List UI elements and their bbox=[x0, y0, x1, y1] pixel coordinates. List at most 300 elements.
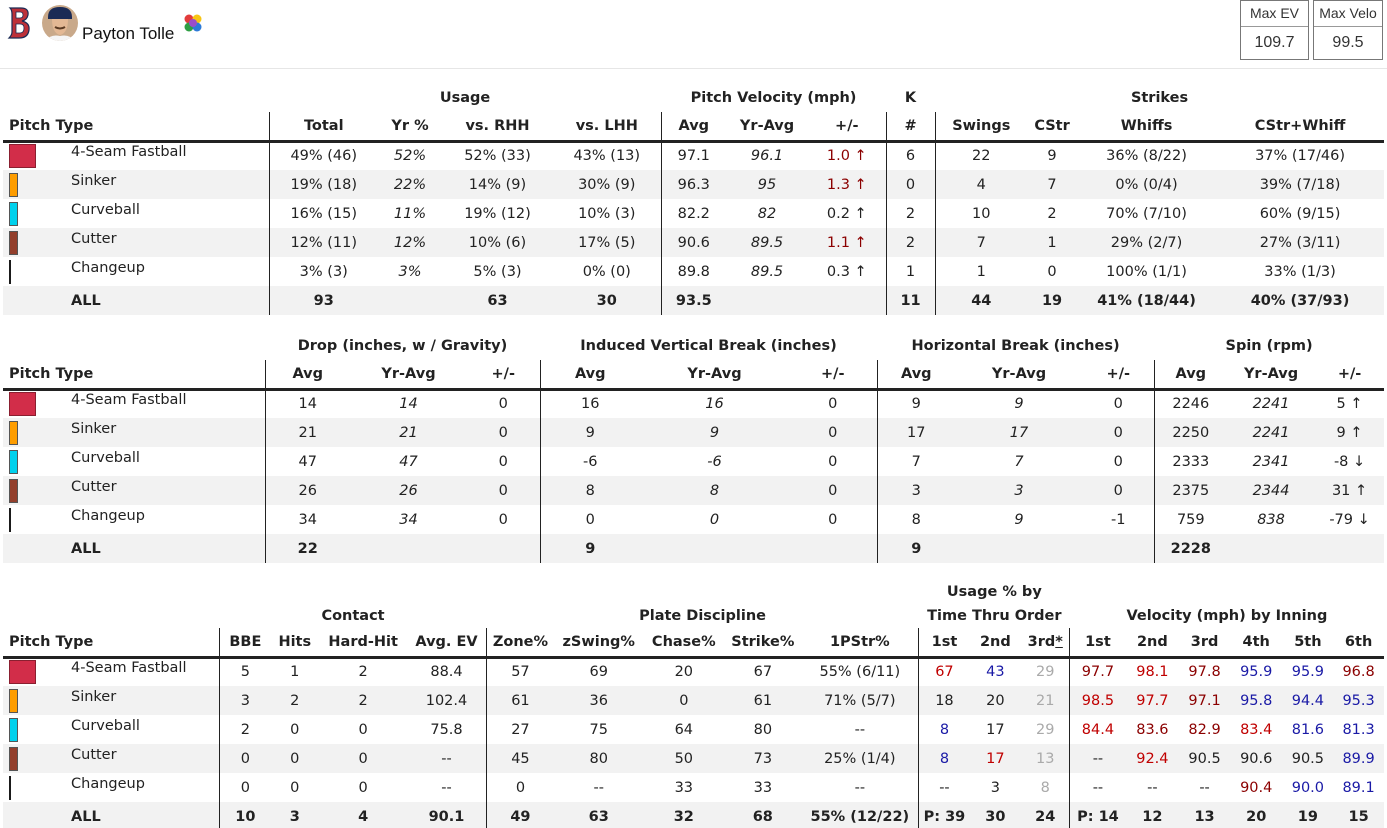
stat-cell: 1 bbox=[290, 664, 300, 681]
totals-row bbox=[3, 802, 1384, 828]
pitch-color-swatch bbox=[9, 689, 18, 713]
pitch-color-swatch bbox=[9, 260, 11, 284]
stat-cell: 82 bbox=[757, 205, 777, 222]
col-header-cstr[interactable]: CStr bbox=[1027, 112, 1077, 141]
stat-cell: 8 bbox=[640, 476, 789, 505]
stat-cell: 0 bbox=[270, 744, 319, 773]
totals-cell bbox=[350, 534, 467, 563]
stat-cell: 0 bbox=[709, 511, 720, 528]
stat-cell: 67 bbox=[919, 657, 970, 686]
stat-cell: 2241 bbox=[1227, 418, 1315, 447]
col-header-avg[interactable]: Avg bbox=[1154, 360, 1227, 389]
pitch-color-swatch bbox=[9, 392, 36, 416]
stat-cell: 34 bbox=[265, 505, 350, 534]
pitch-type-label: Cutter bbox=[71, 478, 117, 495]
totals-cell bbox=[789, 534, 877, 563]
totals-cell: 12 bbox=[1126, 802, 1180, 828]
stat-cell: 98.1 bbox=[1136, 664, 1169, 681]
table-row bbox=[3, 389, 1384, 418]
stat-cell: 0.2 ↑ bbox=[826, 205, 867, 222]
pitch-type-cell bbox=[3, 476, 265, 505]
stat-cell: 0 bbox=[1113, 396, 1123, 413]
stat-cell: 14% (9) bbox=[442, 170, 553, 199]
col-header-avg[interactable]: Avg bbox=[877, 360, 955, 389]
totals-cell: 24 bbox=[1021, 802, 1070, 828]
stat-cell: 33 bbox=[674, 779, 694, 796]
totals-cell: 20 bbox=[1230, 802, 1283, 828]
max-ev-box bbox=[1240, 0, 1309, 60]
stat-cell: 2 bbox=[220, 715, 271, 744]
stat-cell: 2 bbox=[886, 199, 935, 228]
table-row bbox=[3, 418, 1384, 447]
totals-cell: 63 bbox=[554, 802, 643, 828]
totals-cell: 90.1 bbox=[407, 802, 486, 828]
table-row bbox=[3, 715, 1384, 744]
inning-velocity-group-title: Velocity (mph) by Inning bbox=[1126, 608, 1328, 624]
stat-cell: 2333 bbox=[1154, 447, 1227, 476]
table-row bbox=[3, 657, 1384, 686]
stat-cell: 8 bbox=[1040, 779, 1050, 796]
totals-cell: 49 bbox=[486, 802, 554, 828]
stat-cell: 36% (8/22) bbox=[1106, 148, 1187, 165]
col-header-vs-rhh[interactable]: vs. RHH bbox=[442, 112, 553, 141]
stat-cell: 83.4 bbox=[1240, 721, 1273, 738]
col-header-1st[interactable]: 1st bbox=[1070, 628, 1126, 657]
stat-cell: 61 bbox=[724, 686, 801, 715]
col-header-[interactable]: +/- bbox=[1315, 360, 1384, 389]
stat-cell: 67 bbox=[753, 664, 773, 681]
col-header-[interactable]: +/- bbox=[1083, 360, 1154, 389]
totals-cell bbox=[726, 286, 808, 315]
strikes-group-title: Strikes bbox=[1130, 89, 1189, 106]
stat-cell: 0 bbox=[498, 453, 508, 470]
stat-cell: -- bbox=[1147, 779, 1158, 796]
stat-cell: 97.8 bbox=[1188, 664, 1221, 681]
pitch-type-cell bbox=[3, 447, 265, 476]
player-name: Payton Tolle bbox=[82, 24, 175, 43]
col-header-total[interactable]: Total bbox=[269, 112, 378, 141]
totals-label: ALL bbox=[3, 286, 269, 315]
table-row bbox=[3, 257, 1384, 286]
stat-cell: 0 bbox=[828, 453, 838, 470]
stat-cell: 9 ↑ bbox=[1315, 418, 1384, 447]
table1-header-row bbox=[3, 112, 1384, 141]
totals-cell: 19 bbox=[1027, 286, 1077, 315]
pitch-type-label: 4-Seam Fastball bbox=[71, 144, 187, 161]
stat-cell: 49% (46) bbox=[269, 141, 378, 170]
stat-cell: 10% (6) bbox=[442, 228, 553, 257]
stat-cell: 20 bbox=[674, 664, 694, 681]
pitch-type-cell bbox=[3, 418, 265, 447]
stat-cell: -6 bbox=[707, 453, 722, 470]
stat-cell: 83.6 bbox=[1136, 721, 1169, 738]
pitch-type-label: Changeup bbox=[71, 775, 145, 792]
stat-cell: 9 bbox=[877, 389, 955, 418]
stat-cell: 2344 bbox=[1227, 476, 1315, 505]
stat-cell: 27 bbox=[486, 715, 554, 744]
stat-cell: 95.9 bbox=[1240, 664, 1273, 681]
ivb-group-title: Induced Vertical Break (inches) bbox=[580, 337, 837, 354]
totals-cell bbox=[640, 534, 789, 563]
tto-group-title-line1: Usage % by bbox=[946, 584, 1042, 600]
pitch-type-cell bbox=[3, 657, 220, 686]
stat-cell: 97.7 bbox=[1126, 686, 1180, 715]
col-header-strike[interactable]: Strike% bbox=[724, 628, 801, 657]
totals-cell: 15 bbox=[1333, 802, 1384, 828]
col-header-[interactable]: +/- bbox=[789, 360, 877, 389]
stat-cell: -- bbox=[441, 779, 452, 796]
col-header-yr-avg[interactable]: Yr-Avg bbox=[726, 112, 808, 141]
table-row bbox=[3, 170, 1384, 199]
stat-cell: 34 bbox=[399, 511, 418, 528]
pitch-type-cell bbox=[3, 505, 265, 534]
stat-cell: 12% bbox=[378, 228, 442, 257]
stat-cell: -8 ↓ bbox=[1333, 453, 1366, 470]
usage-group-title: Usage bbox=[439, 89, 491, 106]
col-header-avg-ev[interactable]: Avg. EV bbox=[407, 628, 486, 657]
header-divider bbox=[0, 68, 1387, 69]
stat-cell: 9 bbox=[1047, 148, 1057, 165]
stat-cell: 2341 bbox=[1252, 453, 1290, 470]
col-header-yr[interactable]: Yr % bbox=[378, 112, 442, 141]
totals-cell bbox=[955, 534, 1083, 563]
stat-cell: 71% (5/7) bbox=[801, 686, 919, 715]
col-header-swings[interactable]: Swings bbox=[935, 112, 1027, 141]
col-header-1pstr[interactable]: 1PStr% bbox=[801, 628, 919, 657]
col-header-3rd[interactable]: 3rd bbox=[1179, 628, 1230, 657]
stat-cell: 7 bbox=[877, 447, 955, 476]
stat-cell: 0.3 ↑ bbox=[826, 263, 867, 280]
stat-cell: 33 bbox=[753, 779, 773, 796]
stat-cell: 95 bbox=[726, 170, 808, 199]
col-header-pitch-type[interactable]: Pitch Type bbox=[3, 628, 220, 657]
pitch-type-cell bbox=[3, 773, 220, 802]
totals-row bbox=[3, 534, 1384, 563]
stat-cell: 37% (17/46) bbox=[1255, 148, 1346, 165]
max-velo-value: 99.5 bbox=[1332, 34, 1364, 51]
stat-cell: 3% (3) bbox=[269, 257, 378, 286]
pitch-color-swatch bbox=[9, 479, 18, 503]
stat-cell: 82.2 bbox=[661, 199, 726, 228]
stat-cell: -- bbox=[854, 721, 866, 738]
stat-cell: 98.5 bbox=[1070, 686, 1126, 715]
stat-cell: 0 bbox=[486, 773, 554, 802]
stat-cell: 16 bbox=[705, 396, 724, 413]
col-header-zone[interactable]: Zone% bbox=[486, 628, 554, 657]
pitch-type-label: Curveball bbox=[71, 717, 140, 734]
totals-cell: 30 bbox=[970, 802, 1022, 828]
col-header-yr-avg[interactable]: Yr-Avg bbox=[640, 360, 789, 389]
stat-cell: 29% (2/7) bbox=[1077, 228, 1216, 257]
pitch-color-swatch bbox=[9, 202, 18, 226]
stat-cell: 4 bbox=[935, 170, 1027, 199]
col-header-[interactable]: # bbox=[886, 112, 935, 141]
col-header-2nd[interactable]: 2nd bbox=[1126, 628, 1180, 657]
stat-cell: 0 bbox=[1047, 263, 1057, 280]
stat-cell: 96.1 bbox=[750, 148, 784, 165]
stat-cell: 92.4 bbox=[1126, 744, 1180, 773]
stat-cell: 8 bbox=[877, 505, 955, 534]
player-avatar bbox=[42, 5, 78, 41]
stat-cell: 2 bbox=[319, 686, 407, 715]
table-row bbox=[3, 447, 1384, 476]
pitch-type-label: Changeup bbox=[71, 507, 145, 524]
stat-cell: 100% (1/1) bbox=[1106, 263, 1187, 280]
pitch-color-swatch bbox=[9, 421, 18, 445]
stat-cell: -6 bbox=[540, 447, 640, 476]
stat-cell: 2 bbox=[886, 228, 935, 257]
hb-group-title: Horizontal Break (inches) bbox=[911, 337, 1120, 354]
table3-header-row bbox=[3, 628, 1384, 657]
stat-cell: 0 bbox=[1083, 476, 1154, 505]
stat-cell: 12% (11) bbox=[269, 228, 378, 257]
stat-cell: 0 bbox=[828, 511, 838, 528]
table3-body bbox=[3, 657, 1384, 828]
stat-cell: 97.1 bbox=[661, 141, 726, 170]
stat-cell: 0 bbox=[643, 686, 724, 715]
table-row bbox=[3, 686, 1384, 715]
stat-cell: 96.3 bbox=[661, 170, 726, 199]
col-header-pitch-type[interactable]: Pitch Type bbox=[3, 112, 269, 141]
stat-cell: 90.5 bbox=[1179, 744, 1230, 773]
col-header-2nd[interactable]: 2nd bbox=[970, 628, 1022, 657]
stat-cell: 0 bbox=[1113, 453, 1123, 470]
stat-cell: 0 bbox=[467, 418, 540, 447]
col-header-vs-lhh[interactable]: vs. LHH bbox=[553, 112, 661, 141]
totals-cell: 63 bbox=[442, 286, 553, 315]
player-header bbox=[0, 0, 1387, 68]
col-header-avg[interactable]: Avg bbox=[661, 112, 726, 141]
stat-cell: 19% (12) bbox=[464, 205, 531, 222]
pitch-color-swatch bbox=[9, 776, 11, 800]
stat-cell: 8 bbox=[540, 476, 640, 505]
pitch-type-label: 4-Seam Fastball bbox=[71, 392, 187, 409]
stat-cell: 97.7 bbox=[1070, 657, 1126, 686]
col-header-yr-avg[interactable]: Yr-Avg bbox=[350, 360, 467, 389]
stat-cell: 102.4 bbox=[407, 686, 486, 715]
stat-cell: 17% (5) bbox=[553, 228, 661, 257]
stat-cell: 18 bbox=[919, 686, 970, 715]
plate-discipline-group-title: Plate Discipline bbox=[639, 608, 766, 624]
stat-cell: 60% (9/15) bbox=[1259, 205, 1341, 222]
stat-cell: 1.0 ↑ bbox=[826, 148, 867, 165]
col-header-5th[interactable]: 5th bbox=[1283, 628, 1334, 657]
stat-cell: 9 bbox=[540, 418, 640, 447]
col-header-bbe[interactable]: BBE bbox=[220, 628, 271, 657]
col-header-yr-avg[interactable]: Yr-Avg bbox=[1227, 360, 1315, 389]
third-tto-header[interactable]: 3rd* bbox=[1027, 633, 1063, 650]
stat-cell: 97.1 bbox=[1179, 686, 1230, 715]
totals-cell: 68 bbox=[724, 802, 801, 828]
stat-cell: 50 bbox=[643, 744, 724, 773]
pitch-color-swatch bbox=[9, 660, 36, 684]
stat-cell: -- bbox=[1070, 744, 1126, 773]
k-group-title: K bbox=[904, 89, 917, 106]
stat-cell: 26 bbox=[265, 476, 350, 505]
totals-cell: 41% (18/44) bbox=[1077, 286, 1216, 315]
pitch-type-label: Sinker bbox=[71, 420, 117, 437]
stat-cell: -1 bbox=[1111, 511, 1126, 528]
stat-cell: 1.3 ↑ bbox=[808, 170, 886, 199]
totals-cell bbox=[1083, 534, 1154, 563]
stat-cell: 89.5 bbox=[750, 263, 784, 280]
pitch-color-swatch bbox=[9, 508, 11, 532]
col-header-3rd[interactable] bbox=[1021, 628, 1070, 657]
stat-cell: 89.1 bbox=[1342, 779, 1375, 796]
contact-discipline-table bbox=[3, 580, 1384, 828]
max-ev-label: Max EV bbox=[1241, 1, 1308, 27]
stat-cell: 26 bbox=[350, 476, 467, 505]
stat-cell: 2 bbox=[1047, 205, 1057, 222]
table-row bbox=[3, 744, 1384, 773]
stat-cell: 89.5 bbox=[726, 228, 808, 257]
pitch-type-label: Changeup bbox=[71, 259, 145, 276]
max-velo-box bbox=[1313, 0, 1383, 60]
stat-cell: 2250 bbox=[1154, 418, 1227, 447]
stat-cell: 70% (7/10) bbox=[1106, 205, 1187, 222]
stat-cell: 0 bbox=[789, 418, 877, 447]
totals-cell: 93 bbox=[269, 286, 378, 315]
stat-cell: 90.5 bbox=[1283, 744, 1334, 773]
stat-cell: -- bbox=[1070, 773, 1126, 802]
totals-cell bbox=[1227, 534, 1315, 563]
stat-cell: 0 bbox=[828, 396, 838, 413]
stat-cell: 0 bbox=[358, 779, 368, 796]
stat-cell: 29 bbox=[1036, 721, 1055, 738]
pitch-color-swatch bbox=[9, 747, 18, 771]
stat-cell: 1 bbox=[1027, 228, 1077, 257]
totals-label: ALL bbox=[3, 534, 265, 563]
col-header-6th[interactable]: 6th bbox=[1333, 628, 1384, 657]
stat-cell: 3 bbox=[220, 686, 271, 715]
totals-cell: 40% (37/93) bbox=[1216, 286, 1384, 315]
stat-cell: 89.8 bbox=[661, 257, 726, 286]
stat-cell: 39% (7/18) bbox=[1216, 170, 1384, 199]
stat-cell: 0 bbox=[220, 773, 271, 802]
stat-cell: 6 bbox=[886, 141, 935, 170]
table-row bbox=[3, 773, 1384, 802]
stat-cell: 22% bbox=[378, 170, 442, 199]
col-header-[interactable]: +/- bbox=[467, 360, 540, 389]
stat-cell: 2241 bbox=[1252, 396, 1290, 413]
totals-cell bbox=[467, 534, 540, 563]
col-header-4th[interactable]: 4th bbox=[1230, 628, 1283, 657]
stat-cell: -79 ↓ bbox=[1329, 511, 1370, 528]
third-tto-asterisk[interactable]: * bbox=[1055, 633, 1063, 650]
stat-cell: 61 bbox=[486, 686, 554, 715]
totals-cell: 9 bbox=[540, 534, 640, 563]
table-row bbox=[3, 228, 1384, 257]
stat-cell: 2375 bbox=[1154, 476, 1227, 505]
stat-cell: 0 bbox=[467, 476, 540, 505]
stat-cell: 81.6 bbox=[1291, 721, 1325, 738]
stat-cell: 19% (18) bbox=[269, 170, 378, 199]
stat-cell: 90.6 bbox=[1230, 744, 1283, 773]
col-header-cstr-whiff[interactable]: CStr+Whiff bbox=[1216, 112, 1384, 141]
stat-cell: 43% (13) bbox=[573, 148, 641, 165]
stat-cell: 90.4 bbox=[1240, 779, 1273, 796]
stat-cell: 0 bbox=[540, 505, 640, 534]
stat-cell: 75.8 bbox=[430, 721, 463, 738]
stat-cell: 81.3 bbox=[1342, 721, 1375, 738]
stat-cell: -- bbox=[919, 773, 970, 802]
totals-label: ALL bbox=[3, 802, 220, 828]
stat-cell: 17 bbox=[970, 744, 1022, 773]
red-sox-logo-icon bbox=[6, 6, 32, 40]
totals-cell bbox=[1315, 534, 1384, 563]
stat-cell: 3% bbox=[398, 263, 422, 280]
stat-cell: 95.8 bbox=[1230, 686, 1283, 715]
totals-cell: 22 bbox=[265, 534, 350, 563]
spin-group-title: Spin (rpm) bbox=[1225, 337, 1313, 354]
rookie-badge-icon bbox=[182, 12, 204, 34]
stat-cell: 0 bbox=[498, 396, 508, 413]
pitch-type-label: Cutter bbox=[71, 746, 117, 763]
stat-cell: 25% (1/4) bbox=[801, 744, 919, 773]
col-header-hits[interactable]: Hits bbox=[270, 628, 319, 657]
col-header-pitch-type[interactable]: Pitch Type bbox=[3, 360, 265, 389]
stat-cell: 0 bbox=[290, 779, 300, 796]
stat-cell: 5% (3) bbox=[473, 263, 522, 280]
totals-cell bbox=[808, 286, 886, 315]
stat-cell: -- bbox=[593, 779, 604, 796]
stat-cell: 90.0 bbox=[1291, 779, 1325, 796]
col-header-whiffs[interactable]: Whiffs bbox=[1077, 112, 1216, 141]
col-header-chase[interactable]: Chase% bbox=[643, 628, 724, 657]
col-header-[interactable]: +/- bbox=[808, 112, 886, 141]
col-header-avg[interactable]: Avg bbox=[540, 360, 640, 389]
pitch-color-swatch bbox=[9, 231, 18, 255]
stat-cell: 3 bbox=[877, 476, 955, 505]
stat-cell: 16 bbox=[540, 389, 640, 418]
table-row bbox=[3, 476, 1384, 505]
stat-cell: 96.8 bbox=[1342, 664, 1375, 681]
totals-cell: 9 bbox=[877, 534, 955, 563]
stat-cell: 69 bbox=[589, 664, 608, 681]
stat-cell: 73 bbox=[724, 744, 801, 773]
stat-cell: 31 ↑ bbox=[1315, 476, 1384, 505]
stat-cell: 21 bbox=[350, 418, 467, 447]
stat-cell: 0 bbox=[886, 170, 935, 199]
table2-body bbox=[3, 389, 1384, 563]
pitch-type-label: Sinker bbox=[71, 688, 117, 705]
velocity-group-title: Pitch Velocity (mph) bbox=[690, 89, 857, 106]
stat-cell: 10 bbox=[935, 199, 1027, 228]
stat-cell: 0 bbox=[498, 511, 508, 528]
stat-cell: 1 bbox=[886, 257, 935, 286]
stat-cell: 64 bbox=[674, 721, 694, 738]
col-header-1st[interactable]: 1st bbox=[919, 628, 970, 657]
stat-cell: 7 bbox=[1027, 170, 1077, 199]
col-header-avg[interactable]: Avg bbox=[265, 360, 350, 389]
stat-cell: -- bbox=[407, 744, 486, 773]
totals-cell: 2228 bbox=[1154, 534, 1227, 563]
pitch-color-swatch bbox=[9, 718, 18, 742]
stat-cell: 80 bbox=[554, 744, 643, 773]
col-header-hard-hit[interactable]: Hard-Hit bbox=[319, 628, 407, 657]
pitch-color-swatch bbox=[9, 144, 36, 168]
totals-cell: 55% (12/22) bbox=[801, 802, 919, 828]
col-header-yr-avg[interactable]: Yr-Avg bbox=[955, 360, 1083, 389]
stat-cell: 45 bbox=[486, 744, 554, 773]
stat-cell: 9 bbox=[1014, 396, 1024, 413]
stat-cell: 55% (6/11) bbox=[819, 664, 901, 681]
totals-cell: 19 bbox=[1283, 802, 1334, 828]
stat-cell: 94.4 bbox=[1283, 686, 1334, 715]
stat-cell: 13 bbox=[1021, 744, 1070, 773]
pitch-type-cell bbox=[3, 744, 220, 773]
col-header-zswing[interactable]: zSwing% bbox=[554, 628, 643, 657]
